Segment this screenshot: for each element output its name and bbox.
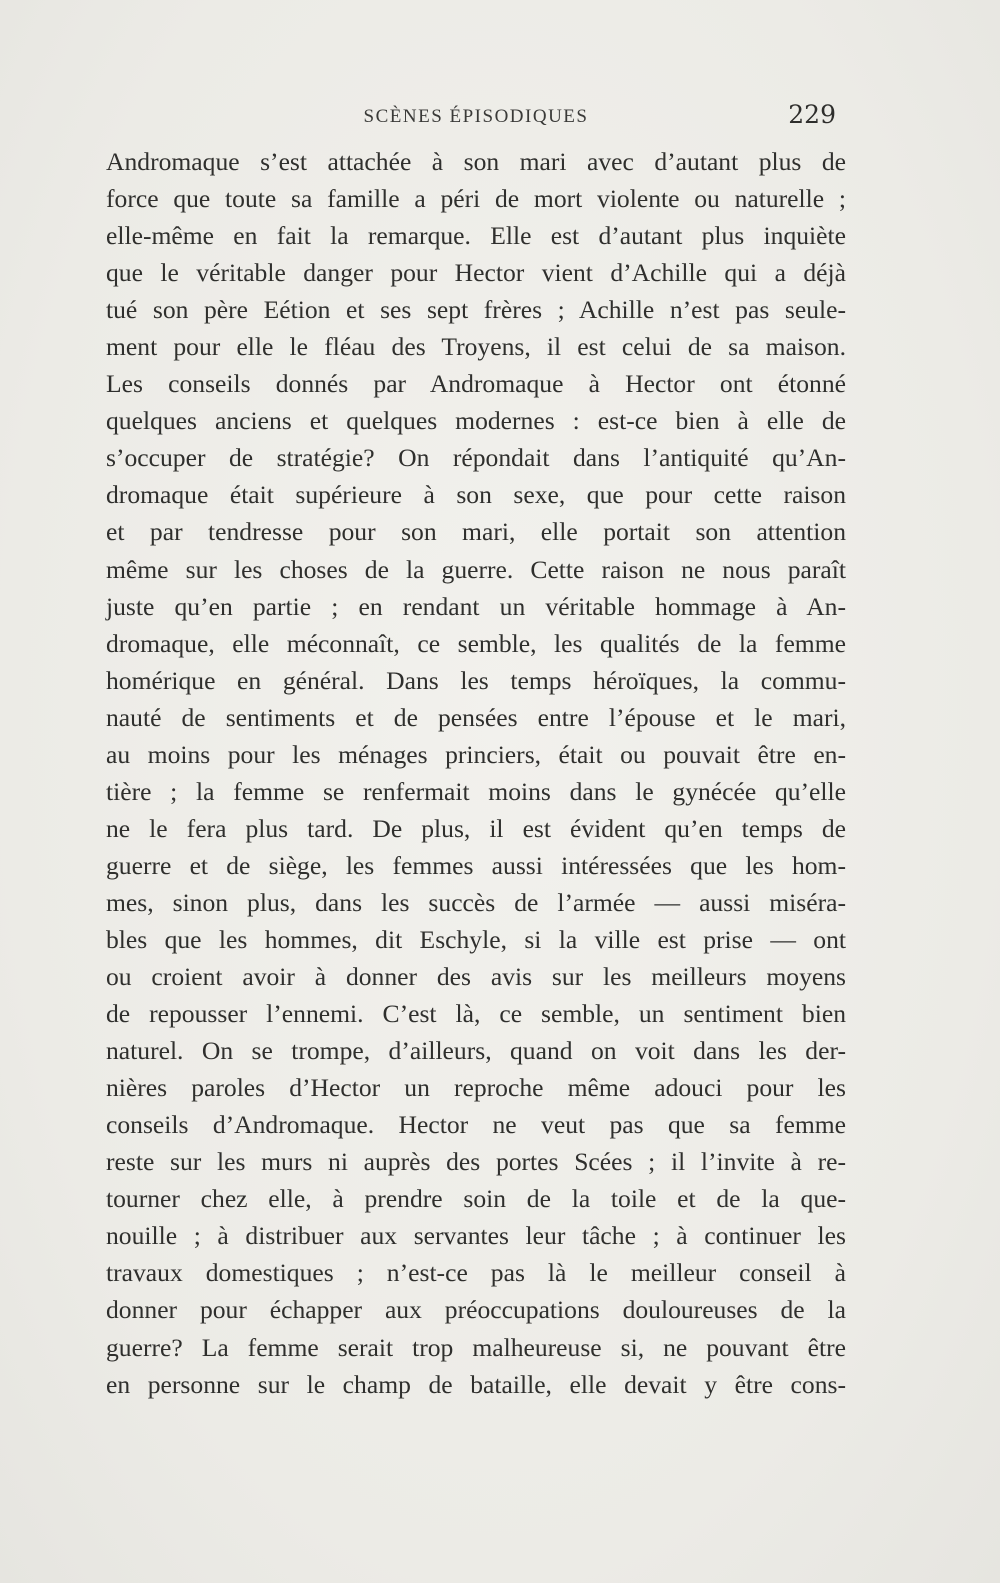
text-line: tué son père Eétion et ses sept frères ; Achille n’est pas seule- xyxy=(106,295,846,325)
text-line: tourner chez elle, à prendre soin de la toile et de la que- xyxy=(106,1184,846,1214)
text-line: naturel. On se trompe, d’ailleurs, quand on voit dans les der- xyxy=(106,1036,846,1066)
text-line: ou croient avoir à donner des avis sur les meilleurs moyens xyxy=(106,962,846,992)
text-line: dromaque était supérieure à son sexe, que pour cette raison xyxy=(106,480,846,510)
body-text xyxy=(106,143,846,1403)
text-line: nauté de sentiments et de pensées entre l’épouse et le mari, xyxy=(106,702,846,732)
text-line: que le véritable danger pour Hector vient d’Achille qui a déjà xyxy=(106,258,846,288)
text-line: dromaque, elle méconnaît, ce semble, les qualités de la femme xyxy=(106,628,846,658)
text-line: quelques anciens et quelques modernes : est-ce bien à elle de xyxy=(106,406,846,436)
text-line: et par tendresse pour son mari, elle portait son attention xyxy=(106,517,846,547)
text-line: de repousser l’ennemi. C’est là, ce semble, un sentiment bien xyxy=(106,999,846,1029)
text-line: mes, sinon plus, dans les succès de l’armée — aussi miséra- xyxy=(106,887,846,917)
text-line: reste sur les murs ni auprès des portes Scées ; il l’invite à re- xyxy=(106,1147,846,1177)
text-line: tière ; la femme se renfermait moins dans le gynécée qu’elle xyxy=(106,776,846,806)
page-number: 229 xyxy=(788,100,836,129)
text-line: Les conseils donnés par Andromaque à Hector ont étonné xyxy=(106,369,846,399)
text-line: au moins pour les ménages princiers, était ou pouvait être en- xyxy=(106,739,846,769)
running-head xyxy=(106,100,846,136)
text-line: elle-même en fait la remarque. Elle est d’autant plus inquiète xyxy=(106,221,846,251)
text-line: juste qu’en partie ; en rendant un véritable hommage à An- xyxy=(106,591,846,621)
text-line: ne le fera plus tard. De plus, il est évident qu’en temps de xyxy=(106,813,846,843)
text-line: guerre et de siège, les femmes aussi intéressées que les hom- xyxy=(106,850,846,880)
text-line: en personne sur le champ de bataille, elle devait y être cons- xyxy=(106,1369,846,1399)
text-line: nouille ; à distribuer aux servantes leur tâche ; à continuer les xyxy=(106,1221,846,1251)
text-line: Andromaque s’est attachée à son mari avec d’autant plus de xyxy=(106,147,846,176)
text-line: force que toute sa famille a péri de mort violente ou naturelle ; xyxy=(106,184,846,214)
text-line: donner pour échapper aux préoccupations douloureuses de la xyxy=(106,1295,846,1325)
running-title: SCÈNES ÉPISODIQUES xyxy=(363,106,589,127)
text-line: guerre? La femme serait trop malheureuse si, ne pouvant être xyxy=(106,1332,846,1362)
text-line: bles que les hommes, dit Eschyle, si la ville est prise — ont xyxy=(106,924,846,954)
text-line: nières paroles d’Hector un reproche même adouci pour les xyxy=(106,1073,846,1103)
text-line: s’occuper de stratégie? On répondait dans l’antiquité qu’An- xyxy=(106,443,846,473)
text-line: même sur les choses de la guerre. Cette raison ne nous paraît xyxy=(106,554,846,584)
text-line: ment pour elle le fléau des Troyens, il est celui de sa maison. xyxy=(106,332,846,362)
text-line: conseils d’Andromaque. Hector ne veut pas que sa femme xyxy=(106,1110,846,1140)
text-line: homérique en général. Dans les temps héroïques, la commu- xyxy=(106,665,846,695)
text-line: travaux domestiques ; n’est-ce pas là le meilleur conseil à xyxy=(106,1258,846,1288)
